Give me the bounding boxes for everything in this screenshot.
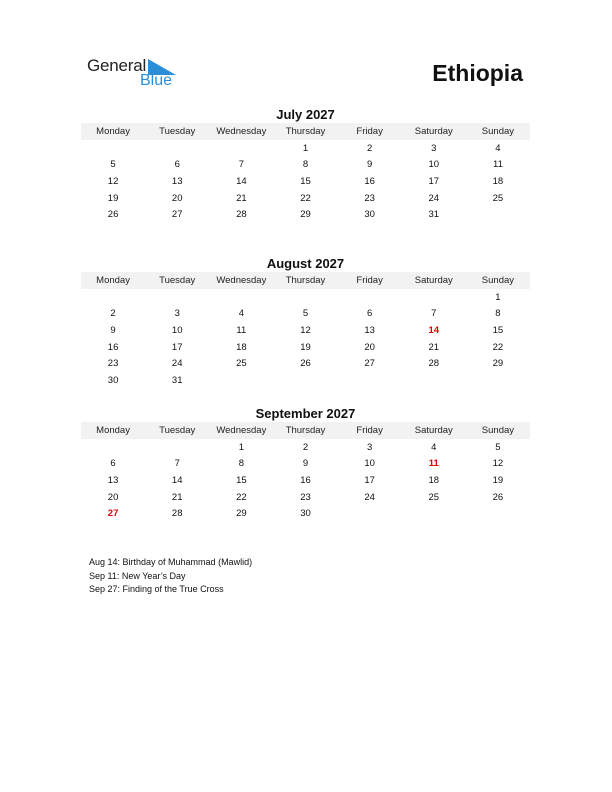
day-cell: 13: [171, 175, 183, 187]
day-cell: 26: [300, 358, 311, 370]
day-cell: 7: [174, 458, 180, 470]
weekday-header: Thursday: [273, 123, 337, 140]
week-row: [81, 472, 530, 489]
month-grid: [81, 272, 530, 389]
empty-cell: [209, 140, 273, 157]
day-cell: 3: [431, 142, 437, 154]
day-cell: 18: [492, 175, 504, 187]
day-cell: 16: [300, 474, 311, 486]
day-cell: 26: [492, 491, 504, 503]
day-cell: 24: [364, 491, 375, 503]
week-row: [81, 157, 530, 174]
month-grid: [81, 422, 530, 522]
empty-cell: [81, 439, 145, 456]
day-cell: 10: [171, 324, 183, 336]
month-grid: [81, 123, 530, 223]
empty-cell: [145, 439, 209, 456]
day-cell: 11: [236, 324, 247, 336]
day-cell: 6: [110, 458, 116, 470]
day-cell: 24: [171, 358, 183, 370]
day-cell: 5: [110, 159, 116, 171]
day-cell: 5: [302, 308, 309, 320]
day-cell: 4: [238, 308, 244, 320]
day-cell: 7: [431, 308, 437, 320]
empty-cell: [402, 372, 466, 389]
holiday-notes: [89, 556, 252, 597]
empty-cell: [81, 289, 145, 306]
empty-cell: [466, 372, 530, 389]
day-cell: 17: [364, 474, 375, 486]
day-cell: 3: [366, 441, 373, 453]
day-cell: 1: [495, 291, 501, 303]
day-cell: 3: [174, 308, 180, 320]
empty-cell: [145, 140, 209, 157]
weekday-header: Sunday: [466, 422, 530, 439]
week-row: [81, 289, 530, 306]
day-cell: 16: [364, 175, 375, 187]
day-cell: 24: [428, 192, 440, 204]
weekday-header: Sunday: [466, 272, 530, 289]
week-row: [81, 456, 530, 473]
day-cell: 29: [236, 508, 247, 520]
day-cell: 2: [366, 142, 373, 154]
month-title: July 2027: [276, 107, 335, 122]
day-cell: 30: [300, 508, 311, 520]
weekday-header: Saturday: [402, 272, 466, 289]
country-title: Ethiopia: [432, 60, 523, 86]
week-row: [81, 206, 530, 223]
day-cell: 8: [238, 458, 244, 470]
week-row: [81, 140, 530, 157]
weekday-header: Saturday: [402, 422, 466, 439]
day-cell: 18: [236, 341, 247, 353]
brand-name-general: General: [87, 56, 147, 75]
day-cell: 1: [302, 142, 309, 154]
day-cell: 22: [492, 341, 504, 353]
brand-logo: [87, 56, 187, 92]
empty-cell: [402, 505, 466, 522]
week-row: [81, 322, 530, 339]
weekday-header: Tuesday: [145, 272, 209, 289]
week-row: [81, 306, 530, 323]
day-cell: 12: [107, 175, 119, 187]
week-row: [81, 190, 530, 207]
weekday-header: Wednesday: [209, 272, 273, 289]
day-cell: 25: [492, 192, 504, 204]
day-cell: 28: [171, 508, 183, 520]
day-cell: 16: [107, 341, 119, 353]
day-cell: 15: [300, 175, 311, 187]
weekday-header: Thursday: [273, 422, 337, 439]
holiday-note: Sep 27: Finding of the True Cross: [89, 584, 224, 594]
empty-cell: [273, 289, 337, 306]
week-row: [81, 489, 530, 506]
day-cell: 6: [366, 308, 373, 320]
weekday-header: Monday: [81, 422, 145, 439]
day-cell: 15: [492, 324, 504, 336]
day-cell: 21: [171, 491, 183, 503]
empty-cell: [338, 372, 402, 389]
day-cell: 27: [364, 358, 375, 370]
weekday-header: Tuesday: [145, 422, 209, 439]
day-cell: 20: [364, 341, 375, 353]
day-cell: 25: [428, 491, 440, 503]
day-cell: 1: [238, 441, 244, 453]
day-cell: 20: [107, 491, 119, 503]
day-cell: 9: [110, 324, 116, 336]
day-cell: 12: [300, 324, 311, 336]
day-cell: 28: [428, 358, 440, 370]
day-cell: 29: [492, 358, 504, 370]
day-cell: 19: [107, 192, 119, 204]
holiday-day-cell: 27: [107, 508, 119, 520]
day-cell: 21: [236, 192, 247, 204]
week-row: [81, 355, 530, 372]
day-cell: 19: [492, 474, 504, 486]
month-august: [81, 255, 530, 389]
day-cell: 2: [110, 308, 116, 320]
weekday-header: Thursday: [273, 272, 337, 289]
week-row: [81, 439, 530, 456]
empty-cell: [209, 289, 273, 306]
weekday-header: Friday: [338, 123, 402, 140]
day-cell: 13: [364, 324, 375, 336]
empty-cell: [209, 372, 273, 389]
empty-cell: [273, 372, 337, 389]
weekday-header: Monday: [81, 123, 145, 140]
empty-cell: [338, 505, 402, 522]
week-row: [81, 339, 530, 356]
holiday-day-cell: 11: [428, 458, 439, 470]
week-row: [81, 173, 530, 190]
day-cell: 29: [300, 209, 311, 221]
day-cell: 2: [302, 441, 309, 453]
weekday-header: Friday: [338, 272, 402, 289]
day-cell: 30: [107, 374, 119, 386]
day-cell: 30: [364, 209, 375, 221]
empty-cell: [81, 140, 145, 157]
day-cell: 17: [428, 175, 440, 187]
day-cell: 7: [238, 159, 244, 171]
day-cell: 8: [495, 308, 501, 320]
day-cell: 12: [492, 458, 504, 470]
day-cell: 22: [300, 192, 311, 204]
day-cell: 19: [300, 341, 311, 353]
weekday-header: Wednesday: [209, 422, 273, 439]
day-cell: 17: [171, 341, 183, 353]
day-cell: 14: [236, 175, 247, 187]
day-cell: 26: [107, 209, 119, 221]
month-september: [81, 405, 530, 522]
weekday-header: Sunday: [466, 123, 530, 140]
day-cell: 4: [431, 441, 437, 453]
empty-cell: [338, 289, 402, 306]
day-cell: 28: [236, 209, 247, 221]
weekday-header: Monday: [81, 272, 145, 289]
day-cell: 9: [366, 159, 373, 171]
week-row: [81, 372, 530, 389]
weekday-header: Wednesday: [209, 123, 273, 140]
day-cell: 11: [492, 159, 503, 171]
day-cell: 10: [364, 458, 375, 470]
empty-cell: [466, 206, 530, 223]
day-cell: 23: [364, 192, 375, 204]
day-cell: 23: [300, 491, 311, 503]
day-cell: 21: [428, 341, 440, 353]
day-cell: 10: [428, 159, 440, 171]
weekday-header: Friday: [338, 422, 402, 439]
day-cell: 20: [171, 192, 183, 204]
day-cell: 22: [236, 491, 247, 503]
holiday-note: Sep 11: New Year’s Day: [89, 570, 186, 581]
weekday-header: Tuesday: [145, 123, 209, 140]
empty-cell: [145, 289, 209, 306]
day-cell: 9: [302, 458, 309, 470]
month-title: September 2027: [255, 406, 356, 421]
month-july: [81, 106, 530, 223]
week-row: [81, 505, 530, 522]
day-cell: 14: [171, 474, 183, 486]
day-cell: 5: [495, 441, 501, 453]
day-cell: 31: [171, 374, 183, 386]
brand-name-blue: Blue: [140, 72, 173, 89]
empty-cell: [466, 505, 530, 522]
empty-cell: [402, 289, 466, 306]
day-cell: 25: [236, 358, 247, 370]
day-cell: 6: [174, 159, 180, 171]
weekday-header: Saturday: [402, 123, 466, 140]
holiday-note: Aug 14: Birthday of Muhammad (Mawlid): [89, 557, 253, 567]
month-title: August 2027: [266, 256, 345, 271]
day-cell: 18: [428, 474, 440, 486]
day-cell: 23: [107, 358, 119, 370]
day-cell: 4: [495, 142, 501, 154]
day-cell: 31: [428, 209, 440, 221]
day-cell: 13: [107, 474, 119, 486]
day-cell: 8: [302, 159, 309, 171]
holiday-day-cell: 14: [428, 324, 440, 336]
day-cell: 15: [236, 474, 247, 486]
day-cell: 27: [171, 209, 183, 221]
